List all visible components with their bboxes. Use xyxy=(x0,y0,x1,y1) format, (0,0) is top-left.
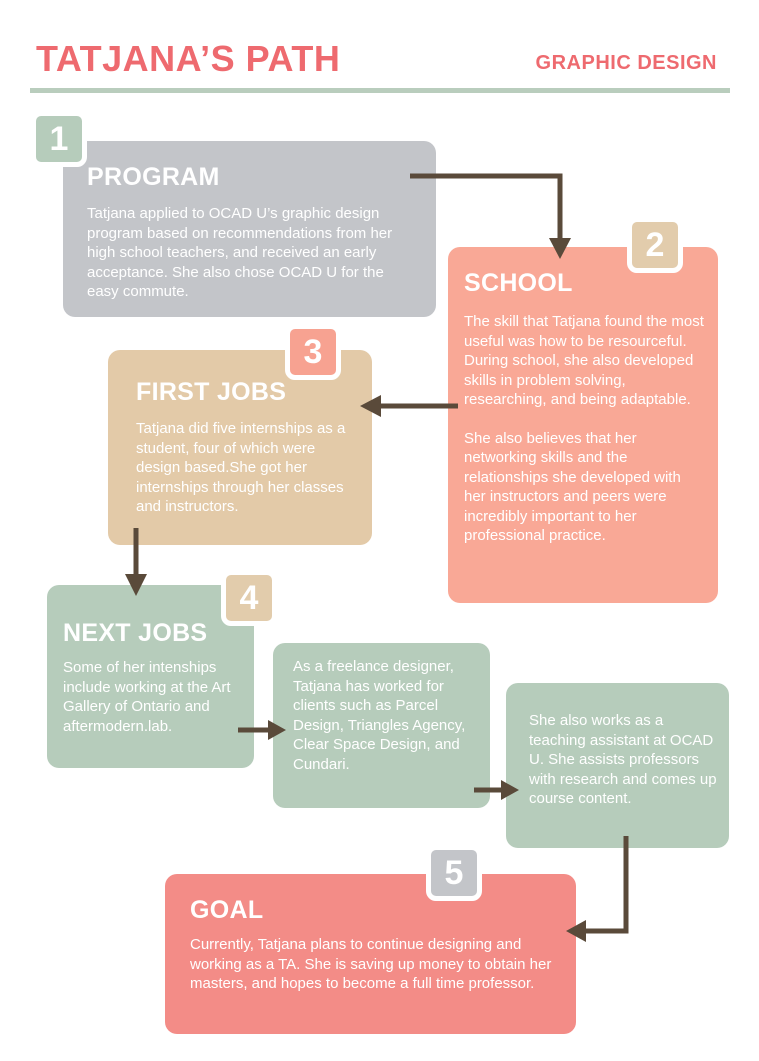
goal-heading: GOAL xyxy=(190,896,264,924)
arrow-teaching-to-goal xyxy=(583,836,626,931)
arrowhead-next-jobs xyxy=(125,574,147,596)
program-heading: PROGRAM xyxy=(87,163,220,191)
school-text-2: She also believes that her networking skills and the relationships she developed with her instructors and peers were incredibly important to her professional practice. xyxy=(464,429,681,544)
step-2-badge: 2 xyxy=(627,217,683,273)
first-jobs-text: Tatjana did five internships as a student, four of which were design based.She got her internships through her classes and instructors. xyxy=(136,420,346,515)
page-subtitle: GRAPHIC DESIGN xyxy=(535,52,717,74)
first-jobs-heading: FIRST JOBS xyxy=(136,378,287,406)
arrowhead-school xyxy=(549,238,571,259)
program-text: Tatjana applied to OCAD U’s graphic design program based on recommendations from her high school teachers, and received an early acceptance. She also chose OCAD U for the easy commute. xyxy=(87,205,393,300)
freelance-text: As a freelance designer, Tatjana has worked for clients such as Parcel Design, Triangles Agency, Clear Space Design, and Cundari. xyxy=(293,658,466,773)
arrow-program-to-school xyxy=(410,176,560,244)
goal-text: Currently, Tatjana plans to continue designing and working as a TA. She is saving up money to obtain her masters, and hopes to become a full time professor. xyxy=(190,936,552,992)
page-title: TATJANA’S PATH xyxy=(36,38,341,79)
next-jobs-heading: NEXT JOBS xyxy=(63,619,208,647)
step-4-badge: 4 xyxy=(221,570,277,626)
step-3-badge: 3 xyxy=(285,324,341,380)
arrowhead-first-jobs xyxy=(360,395,381,417)
school-text-1: The skill that Tatjana found the most useful was how to be resourceful. During school, she also developed skills in problem solving, researching, and being adaptable. xyxy=(464,313,704,408)
next-jobs-text: Some of her intenships include working at the Art Gallery of Ontario and aftermodern.lab. xyxy=(63,659,231,735)
step-5-badge: 5 xyxy=(426,845,482,901)
step-1-badge: 1 xyxy=(31,111,87,167)
school-heading: SCHOOL xyxy=(464,269,573,297)
arrowhead-teaching xyxy=(501,780,519,800)
teaching-text: She also works as a teaching assistant at OCAD U. She assists professors with research and comes up course content. xyxy=(529,712,717,807)
arrowhead-goal xyxy=(566,920,586,942)
arrowhead-freelance xyxy=(268,720,286,740)
